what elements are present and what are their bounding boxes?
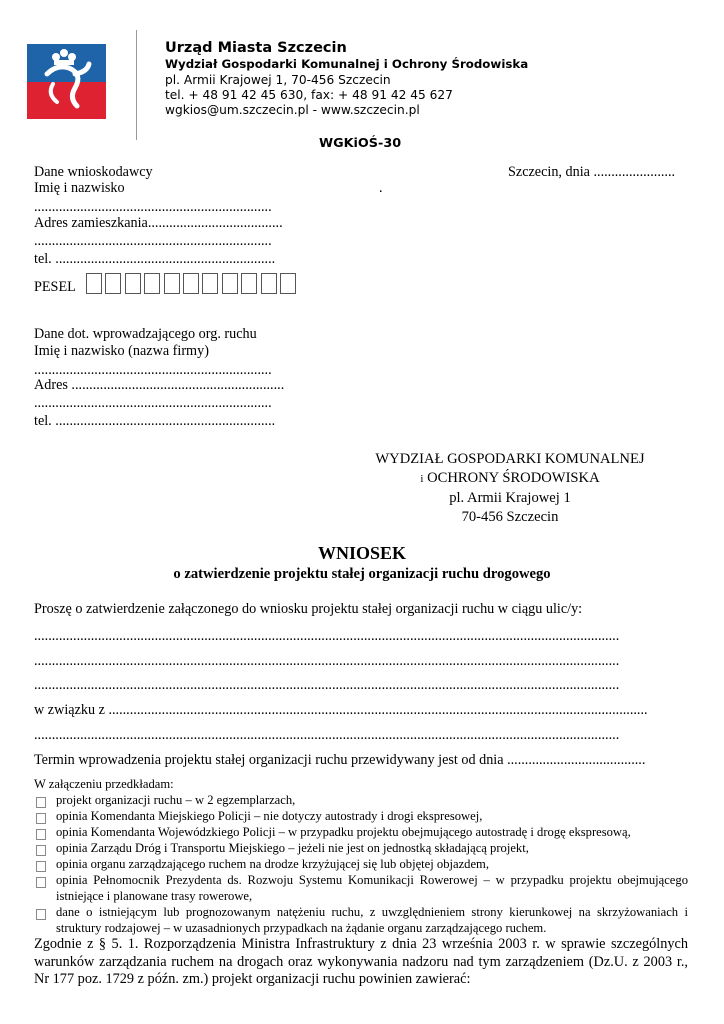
document-subtitle: o zatwierdzenie projektu stałej organizacji ruchu drogowego [173, 566, 551, 582]
city-logo [27, 44, 106, 119]
street-field-1[interactable]: ..................................................................................................................................................................... [34, 628, 620, 644]
attachment-checkbox[interactable] [36, 829, 46, 840]
applicant-name-field[interactable]: ................................................................... [34, 199, 272, 215]
place-date-field[interactable]: Szczecin, dnia ....................... [508, 164, 676, 180]
pesel-digit-box[interactable] [222, 273, 238, 294]
applicant-address-field-2[interactable]: ................................................................... [34, 233, 272, 249]
pesel-digit-box[interactable] [164, 273, 180, 294]
pesel-label: PESEL [34, 279, 76, 295]
pesel-digit-box[interactable] [261, 273, 277, 294]
legal-basis: Zgodnie z § 5. 1. Rozporządzenia Ministra Infrastruktury z dnia 23 września 2003 r. w sprawie szczególnych warunków zarządzania ruchem na drogach oraz wykonywania nadzoru nad tym zarządzeniem (Dz.U. z 2003 r., Nr 177 poz. 1729 z późn. zm.) projekt organizacji ruchu powinien zawierać: [34, 936, 688, 988]
pesel-digit-box[interactable] [86, 273, 102, 294]
pesel-digit-box[interactable] [202, 273, 218, 294]
applicant-name-label: Imię i nazwisko [34, 180, 125, 196]
attachment-checkbox[interactable] [36, 909, 46, 920]
attachments-intro: W załączeniu przedkładam: [34, 777, 174, 791]
request-text: Proszę o zatwierdzenie załączonego do wniosku projektu stałej organizacji ruchu w ciągu ulic/y: [34, 601, 583, 617]
introducer-name-label: Imię i nazwisko (nazwa firmy) [34, 343, 209, 359]
attachment-item: opinia Zarządu Dróg i Transportu Miejskiego – jeżeli nie jest on jednostką składającą projekt, [56, 841, 529, 855]
phone-fax: tel. + 48 91 42 45 630, fax: + 48 91 42 45 627 [165, 88, 453, 102]
attachment-item: opinia Pełnomocnik Prezydenta ds. Rozwoju Systemu Komunikacji Rowerowej – w przypadku projektu obejmującego istniejące i planowane trasy rowerowe, [56, 873, 688, 903]
recipient-line-3: pl. Armii Krajowej 1 [449, 490, 571, 506]
street-field-2[interactable]: ..................................................................................................................................................................... [34, 653, 620, 669]
introducer-address-field[interactable]: Adres ............................................................ [34, 377, 285, 393]
attachment-checkbox[interactable] [36, 813, 46, 824]
applicant-title: Dane wnioskodawcy [34, 164, 153, 180]
pesel-boxes[interactable] [86, 273, 299, 294]
document-title: WNIOSEK [317, 543, 407, 563]
attachment-checkbox[interactable] [36, 845, 46, 856]
stray-dot: . [379, 180, 383, 196]
header-divider [136, 30, 137, 140]
email-web: wgkios@um.szczecin.pl - www.szczecin.pl [165, 103, 420, 117]
attachment-checkbox[interactable] [36, 861, 46, 872]
street-field-3[interactable]: ..................................................................................................................................................................... [34, 677, 620, 693]
recipient-line-1: WYDZIAŁ GOSPODARKI KOMUNALNEJ [375, 451, 645, 467]
attachment-item: opinia Komendanta Miejskiego Policji – nie dotyczy autostrady i drogi ekspresowej, [56, 809, 483, 823]
form-code: WGKiOŚ-30 [319, 136, 402, 151]
recipient-line-2: i OCHRONY ŚRODOWISKA [420, 470, 600, 486]
recipient-block [330, 450, 690, 527]
attachment-item: opinia organu zarządzającego ruchem na drodze krzyżującej się lub objętej objazdem, [56, 857, 489, 871]
attachment-checkbox[interactable] [36, 877, 46, 888]
applicant-phone-field[interactable]: tel. .............................................................. [34, 251, 276, 267]
reason-field[interactable]: w związku z ........................................................................................................................................................ [34, 702, 648, 718]
pesel-digit-box[interactable] [105, 273, 121, 294]
org-name: Urząd Miasta Szczecin [165, 40, 347, 56]
pesel-digit-box[interactable] [241, 273, 257, 294]
introducer-name-field[interactable]: ................................................................... [34, 362, 272, 378]
attachment-item: dane o istniejącym lub prognozowanym natężeniu ruchu, z uwzględnieniem strony kierunkowej na skrzyżowaniach i struktury rodzajowej – w uzasadnionych przypadkach na żądanie organu zarządzającego ruchem. [56, 905, 688, 935]
introducer-phone-field[interactable]: tel. .............................................................. [34, 413, 276, 429]
applicant-address-field[interactable]: Adres zamieszkania...................................... [34, 215, 283, 231]
recipient-line-4: 70-456 Szczecin [461, 509, 559, 525]
attachment-item: opinia Komendanta Wojewódzkiego Policji – w przypadku projektu obejmującego autostradę i drogę ekspresową, [56, 825, 631, 839]
term-field[interactable]: Termin wprowadzenia projektu stałej organizacji ruchu przewidywany jest od dnia ....................................... [34, 752, 646, 768]
introducer-title: Dane dot. wprowadzającego org. ruchu [34, 326, 257, 342]
pesel-digit-box[interactable] [280, 273, 296, 294]
introducer-address-field-2[interactable]: ................................................................... [34, 395, 272, 411]
reason-field-2[interactable]: ..................................................................................................................................................................... [34, 727, 620, 743]
attachment-checkbox[interactable] [36, 797, 46, 808]
pesel-digit-box[interactable] [183, 273, 199, 294]
pesel-digit-box[interactable] [125, 273, 141, 294]
department-name: Wydział Gospodarki Komunalnej i Ochrony Środowiska [165, 57, 529, 71]
office-address: pl. Armii Krajowej 1, 70-456 Szczecin [165, 73, 391, 87]
pesel-digit-box[interactable] [144, 273, 160, 294]
attachment-item: projekt organizacji ruchu – w 2 egzemplarzach, [56, 793, 296, 807]
